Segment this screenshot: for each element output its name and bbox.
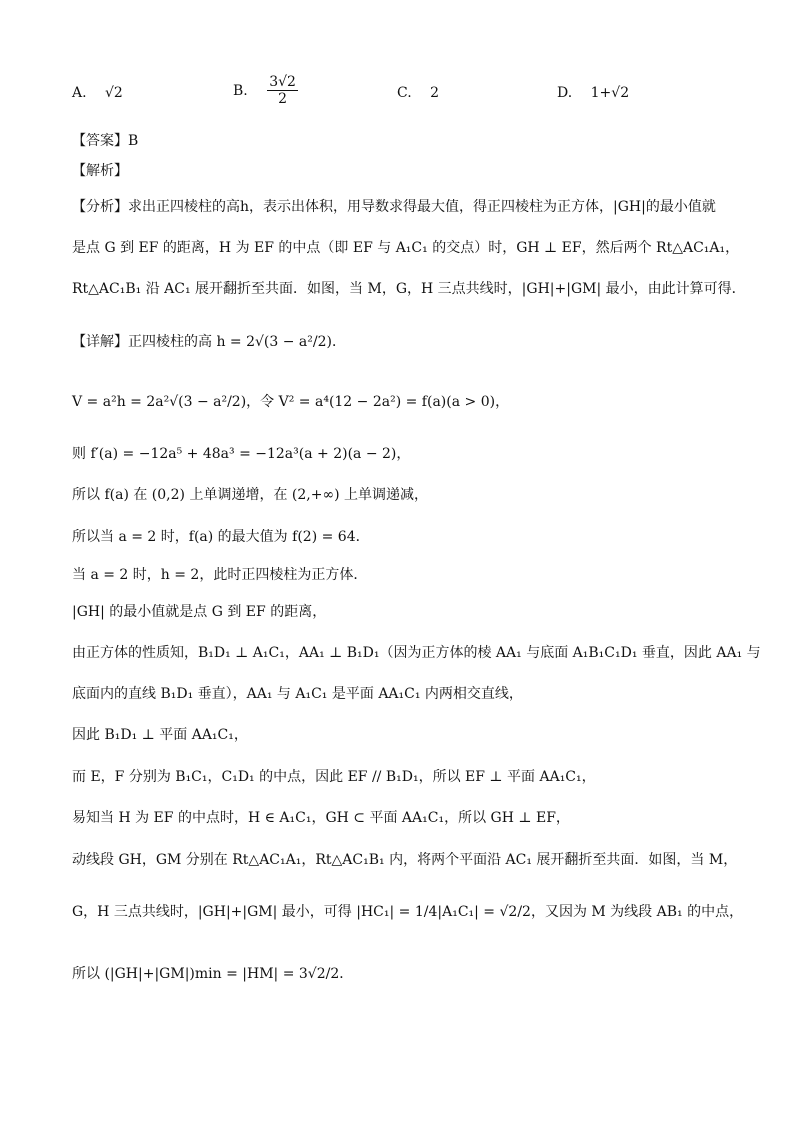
text-line: 【详解】正四棱柱的高 h = 2√(3 − a²/2)． [72, 334, 346, 350]
text-line: 而 E，F 分别为 B₁C₁，C₁D₁ 的中点，因此 EF // B₁D₁，所以 EF ⊥ 平面 AA₁C₁， [72, 769, 596, 785]
text-line: 当 a = 2 时，h = 2，此时正四棱柱为正方体． [72, 567, 368, 583]
answer-tag: 【答案】 [72, 133, 128, 149]
answer-line [72, 133, 138, 150]
option-b-denominator: 2 [278, 91, 288, 108]
text-line: 底面内的直线 B₁D₁ 垂直），AA₁ 与 A₁C₁ 是平面 AA₁C₁ 内两相交直线， [72, 686, 523, 702]
text-line: 则 f′(a) = −12a⁵ + 48a³ = −12a³(a + 2)(a − 2)， [72, 446, 411, 462]
option-a-value: √2 [105, 85, 123, 101]
answer-value: B [128, 133, 139, 149]
text-line: 易知当 H 为 EF 的中点时，H ∈ A₁C₁，GH ⊂ 平面 AA₁C₁，所以 GH ⊥ EF， [72, 810, 570, 826]
option-c-label: C. [397, 85, 412, 101]
text-line: 所以 f(a) 在 (0,2) 上单调递增，在 (2,+∞) 上单调递减， [72, 487, 429, 503]
text-line: 【分析】求出正四棱柱的高h，表示出体积，用导数求得最大值，得正四棱柱为正方体，|GH|的最小值就 [72, 199, 716, 215]
text-line: |GH| 的最小值就是点 G 到 EF 的距离， [72, 604, 327, 620]
option-d [557, 85, 629, 101]
option-b-numerator: 3√2 [269, 74, 296, 90]
option-c [397, 85, 439, 101]
text-line: 所以 (|GH|+|GM|)min = |HM| = 3√2/2． [72, 966, 354, 982]
text-line: 是点 G 到 EF 的距离，H 为 EF 的中点（即 EF 与 A₁C₁ 的交点）时，GH ⊥ EF，然后两个 Rt△AC₁A₁， [72, 240, 740, 256]
text-line: 动线段 GH，GM 分别在 Rt△AC₁A₁，Rt△AC₁B₁ 内，将两个平面沿 AC₁ 展开翻折至共面．如图，当 M， [72, 852, 738, 868]
text-line: G，H 三点共线时，|GH|+|GM| 最小，可得 |HC₁| = 1/4|A₁C₁| = √2/2，又因为 M 为线段 AB₁ 的中点， [72, 904, 744, 920]
option-b-fraction [267, 74, 298, 107]
text-line: V = a²h = 2a²√(3 − a²/2)，令 V² = a⁴(12 − 2a²) = f(a)(a > 0)， [72, 394, 510, 410]
option-b-label: B. [233, 82, 248, 99]
analysis-tag: 【解析】 [72, 163, 128, 179]
option-b [233, 74, 299, 107]
text-line: 所以当 a = 2 时，f(a) 的最大值为 f(2) = 64． [72, 529, 370, 545]
option-a-label: A. [72, 85, 87, 101]
option-d-label: D. [557, 85, 573, 101]
option-c-value: 2 [430, 85, 440, 101]
text-line: 因此 B₁D₁ ⊥ 平面 AA₁C₁， [72, 727, 248, 743]
text-line: Rt△AC₁B₁ 沿 AC₁ 展开翻折至共面．如图，当 M，G，H 三点共线时，|GH|+|GM| 最小，由此计算可得． [72, 281, 746, 297]
option-a [72, 85, 123, 101]
option-d-value: 1+√2 [590, 85, 630, 101]
text-line: 由正方体的性质知，B₁D₁ ⊥ A₁C₁，AA₁ ⊥ B₁D₁（因为正方体的棱 AA₁ 与底面 A₁B₁C₁D₁ 垂直，因此 AA₁ 与 [72, 645, 761, 661]
